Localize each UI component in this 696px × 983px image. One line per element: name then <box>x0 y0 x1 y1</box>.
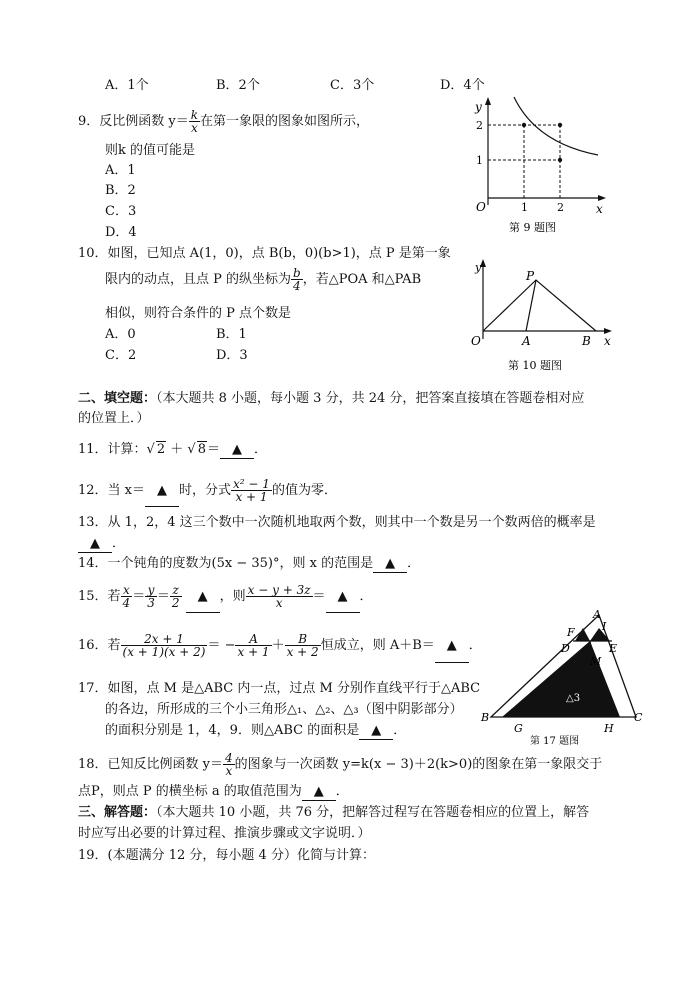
q10-option-a: A．0 <box>105 327 136 342</box>
q8-option-d: D．4个 <box>440 78 485 93</box>
q9-stem: 9．反比例函数 y＝ $\frac{k}{x}$ 在第一象限的图象如图所示， <box>78 108 370 135</box>
q18-answer-blank[interactable]: ▲ <box>302 784 336 801</box>
q10-line3: 相似，则符合条件的 P 点个数是 <box>105 306 292 321</box>
q16: 16．若 $\frac{2x + 1}{(x + 1)(x + 2)}$ ＝ − $\frac{A}{x + 1}$ ＋ $\frac{B}{x + 2}$ 恒成立，则 A＋B＝ ▲ ． <box>78 630 482 663</box>
section3-line2: 时应写出必要的计算过程、推演步骤或文字说明．） <box>78 826 371 841</box>
q10-label-x: x <box>604 334 611 348</box>
q9-origin: O <box>476 200 486 214</box>
q14: 14．一个钝角的度数为(5x − 35)°，则 x 的范围是 ▲ ． <box>78 556 421 571</box>
q13-line2: ▲ ． <box>78 536 125 553</box>
q10-figure <box>466 255 616 380</box>
q9-tick-y-2: 2 <box>476 119 483 132</box>
section2-line2: 的位置上．） <box>78 411 150 426</box>
q17-label-h: H <box>604 722 614 735</box>
q10-line1: 10．如图，已知点 A(1，0)，点 B(b，0)(b>1)，点 P 是第一象 <box>78 246 451 261</box>
q17-label-d: D <box>561 642 570 655</box>
q9-option-d: D．4 <box>105 225 137 240</box>
q12-answer-blank[interactable]: ▲ <box>145 476 179 507</box>
q17-answer-blank[interactable]: ▲ <box>359 723 393 740</box>
q9-caption: 第 9 题图 <box>509 221 556 234</box>
q8-option-c: C．3个 <box>330 78 375 93</box>
section2-heading: 二、填空题：（本大题共 8 小题，每小题 3 分，共 24 分，把答案直接填在答题卷相对应 <box>78 391 585 406</box>
q10-label-y: y <box>475 261 482 274</box>
q10-line2: 限内的动点，且点 P 的纵坐标为 $\frac{b}{4}$ ，若△POA 和△PAB <box>105 266 422 293</box>
q10-option-d: D．3 <box>216 348 248 363</box>
q17-line1: 17．如图，点 M 是△ABC 内一点，过点 M 分别作直线平行于△ABC <box>78 681 481 696</box>
q9-option-c: C．3 <box>105 204 137 219</box>
q14-answer-blank[interactable]: ▲ <box>373 556 407 573</box>
q17-line2: 的各边，所形成的三个小三角形△₁、△₂、△₃（图中阴影部分） <box>105 702 463 717</box>
q10-label-p: P <box>526 269 535 283</box>
q15-condition-blank[interactable]: ▲ <box>186 582 220 613</box>
q9-tick-x-1: 1 <box>521 201 528 214</box>
q16-answer-blank[interactable]: ▲ <box>435 630 469 663</box>
q17-label-g: G <box>514 722 523 735</box>
q17-caption: 第 17 题图 <box>530 736 580 747</box>
q17-label-f: F <box>567 626 575 639</box>
q10-option-b: B．1 <box>216 327 247 342</box>
q9-line2: 则k 的值可能是 <box>105 143 196 158</box>
q10-option-c: C．2 <box>105 348 137 363</box>
q17-label-m: M <box>590 655 602 668</box>
q10-label-a: A <box>522 334 531 348</box>
q8-option-b: B．2个 <box>216 78 260 93</box>
q15-answer-blank[interactable]: ▲ <box>326 582 360 613</box>
q8-option-a: A．1个 <box>105 78 149 93</box>
q10-label-o: O <box>471 334 481 348</box>
q9-tick-x-2: 2 <box>557 201 564 214</box>
q9-axis-x: x <box>596 202 603 216</box>
q17-label-b: B <box>481 711 490 724</box>
q9-tick-y-1: 1 <box>476 154 483 167</box>
q10-label-b: B <box>582 334 591 348</box>
q17-label-c: C <box>634 711 643 724</box>
q13-line1: 13．从 1，2，4 这三个数中一次随机地取两个数，则其中一个数是另一个数两倍的概率是 <box>78 515 596 530</box>
section3-heading: 三、解答题：（本大题共 10 小题，共 76 分，把解答过程写在答题卷相应的位置上，解答 <box>78 805 590 820</box>
q9-option-a: A．1 <box>105 163 136 178</box>
q17-label-t3: △3 <box>566 693 581 704</box>
q18-line2: 点P，则点 P 的横坐标 a 的取值范围为 ▲ ． <box>78 784 349 799</box>
q17-figure <box>478 608 648 750</box>
q9-figure <box>466 95 616 235</box>
q17-label-a: A <box>593 608 601 621</box>
q11-answer-blank[interactable]: ▲ <box>220 442 254 459</box>
q15: 15．若 $\frac{x}{4}$ ＝ $\frac{y}{3}$ ＝ $\frac{z}{2}$ ▲ ，则 $\frac{x - y + 3z}{x}$ ＝ ▲ ． <box>78 582 373 613</box>
q9-axis-y: y <box>475 100 482 114</box>
q9-option-b: B．2 <box>105 183 136 198</box>
q13-answer-blank[interactable]: ▲ <box>78 536 112 553</box>
q18-line1: 18．已知反比例函数 y＝ $\frac{4}{x}$ 的图象与一次函数 y=k(x − 3)＋2(k>0)的图象在第一象限交于 <box>78 751 603 778</box>
q17-label-e: E <box>609 642 618 655</box>
q11: 11．计算：√ 2 ＋ √ 8＝ ▲ ． <box>78 442 267 457</box>
q19: 19．(本题满分 12 分，每小题 4 分）化简与计算： <box>78 848 375 863</box>
q10-caption: 第 10 题图 <box>508 359 562 372</box>
q17-label-i: I <box>602 620 607 633</box>
q17-line3: 的面积分别是 1，4，9．则△ABC 的面积是 ▲ ． <box>105 723 407 738</box>
q12: 12．当 x＝ ▲ 时，分式 $\frac{\text{x² − 1}}{x + 1}$ 的值为零． <box>78 476 337 507</box>
